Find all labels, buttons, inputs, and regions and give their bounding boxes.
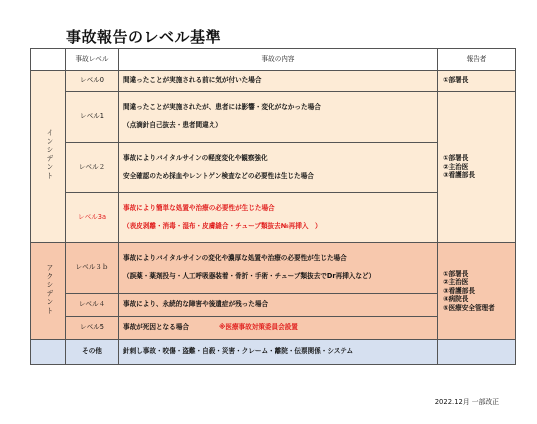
level-content: 針刺し事故・咬傷・盗難・自殺・災害・クレーム・離院・伝票関係・システム xyxy=(119,340,438,365)
table-row-level1 xyxy=(31,92,516,143)
committee-note: ※医療事故対策委員会設置 xyxy=(218,323,298,332)
level-label: レベル5 xyxy=(66,317,119,340)
level-content: 間違ったことが実施されたが、患者には影響・変化がなかった場合 （点滴針自己抜去・患者間違え） xyxy=(119,92,438,143)
level-criteria-table xyxy=(30,48,516,365)
level-content: 事故が死因となる場合 ※医療事故対策委員会設置 xyxy=(119,317,438,340)
level-label: レベル1 xyxy=(66,92,119,143)
level-label: レベル４ xyxy=(66,294,119,317)
level-content: 事故により、永続的な障害や後遺症が残った場合 xyxy=(119,294,438,317)
header-reporter: 報告者 xyxy=(438,49,516,71)
reporter-blank xyxy=(438,340,516,365)
reporter-incident: ①部署長 ②主治医 ③看護部長 xyxy=(438,92,516,243)
level-label: その他 xyxy=(66,340,119,365)
level-label: レベル3a xyxy=(66,193,119,243)
level-content: 事故によりバイタルサインの軽度変化や観察強化 安全確認のため採血やレントゲン検査などの必要性は生じた場合 xyxy=(119,143,438,193)
table-row-level3b xyxy=(31,243,516,294)
level-label: レベル0 xyxy=(66,71,119,92)
category-accident: アクシデント xyxy=(31,243,66,340)
table-row-other xyxy=(31,340,516,365)
level-label: レベル３ｂ xyxy=(66,243,119,294)
level-content: 事故によりバイタルサインの変化や濃厚な処置や治療の必要性が生じた場合 （誤薬・薬剤投与・人工呼吸器装着・骨折・手術・チューブ類抜去でDr再挿入など） xyxy=(119,243,438,294)
header-level: 事故レベル xyxy=(66,49,119,71)
level-content: 間違ったことが実施される前に気が付いた場合 xyxy=(119,71,438,92)
table-row-level0 xyxy=(31,71,516,92)
level-content: 事故により簡単な処置や治療の必要性が生じた場合 （表皮剥離・消毒・湿布・皮膚縫合・チューブ類抜去№再挿入 ） xyxy=(119,193,438,243)
header-row xyxy=(31,49,516,71)
header-content: 事故の内容 xyxy=(119,49,438,71)
reporter-accident: ①部署長 ②主治医 ③看護部長 ④病院長 ⑤医療安全管理者 xyxy=(438,243,516,340)
level-label: レベル２ xyxy=(66,143,119,193)
document-title: 事故報告のレベル基準 xyxy=(66,28,222,46)
revision-note: 2022.12月 一部改正 xyxy=(434,398,499,406)
reporter-level0: ①部署長 xyxy=(438,71,516,92)
category-blank xyxy=(31,340,66,365)
category-incident: インシデント xyxy=(31,71,66,243)
header-blank xyxy=(31,49,66,71)
